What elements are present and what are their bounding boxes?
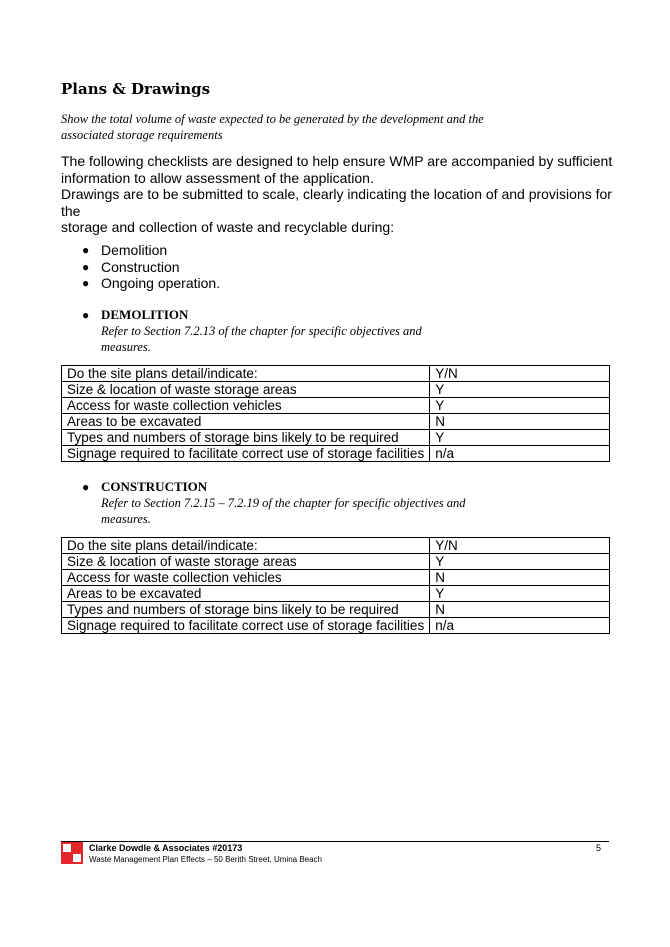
header-cell: Do the site plans detail/indicate:	[62, 366, 430, 382]
body-line: storage and collection of waste and recyclable during:	[61, 219, 395, 235]
list-item	[61, 275, 220, 292]
table-row	[62, 430, 610, 446]
item-cell: Size & location of waste storage areas	[62, 382, 430, 398]
answer-cell: n/a	[430, 618, 610, 634]
reference-line: Refer to Section 7.2.15 – 7.2.19 of the chapter for specific objectives and	[101, 496, 466, 510]
section-reference	[101, 323, 521, 355]
stage-list	[61, 242, 220, 292]
header-cell: Y/N	[430, 366, 610, 382]
item-cell: Size & location of waste storage areas	[62, 554, 430, 570]
header-cell: Do the site plans detail/indicate:	[62, 538, 430, 554]
table-row	[62, 602, 610, 618]
answer-cell: n/a	[430, 446, 610, 462]
item-cell: Signage required to facilitate correct use of storage facilities	[62, 618, 430, 634]
answer-cell: Y	[430, 554, 610, 570]
list-item	[61, 259, 220, 276]
list-item-label: Ongoing operation.	[101, 275, 221, 291]
item-cell: Access for waste collection vehicles	[62, 398, 430, 414]
answer-cell: N	[430, 414, 610, 430]
company-logo-icon	[61, 842, 83, 864]
list-item-label: Demolition	[101, 242, 168, 258]
list-item-label: Construction	[101, 258, 180, 275]
item-cell: Signage required to facilitate correct use of storage facilities	[62, 446, 430, 462]
bullet-icon: ●	[82, 480, 90, 494]
page-number: 5	[596, 843, 602, 853]
table-row	[62, 586, 610, 602]
body-line: The following checklists are designed to help ensure WMP are accompanied by sufficient	[61, 153, 613, 169]
body-paragraph	[61, 153, 613, 236]
table-row	[62, 446, 610, 462]
body-line: the	[61, 202, 81, 219]
bullet-icon: ●	[82, 259, 90, 274]
intro-line: associated storage requirements	[61, 128, 223, 142]
table-header-row	[62, 538, 610, 554]
table-row	[62, 398, 610, 414]
reference-line: Refer to Section 7.2.13 of the chapter for specific objectives and	[101, 324, 422, 338]
section-title: CONSTRUCTION	[101, 479, 208, 494]
body-line: Drawings are to be submitted to scale, clearly indicating the location of and provisions for	[61, 186, 612, 202]
construction-checklist-table	[61, 537, 610, 634]
reference-line: measures.	[101, 340, 151, 354]
answer-cell: Y	[430, 398, 610, 414]
footer-company: Clarke Dowdle & Associates #20173	[89, 843, 243, 853]
footer-divider	[61, 841, 609, 842]
list-item	[61, 242, 220, 259]
section-reference	[101, 495, 521, 527]
answer-cell: N	[430, 570, 610, 586]
item-cell: Types and numbers of storage bins likely to be required	[62, 430, 430, 446]
item-cell: Areas to be excavated	[62, 586, 430, 602]
table-header-row	[62, 366, 610, 382]
table-row	[62, 414, 610, 430]
reference-line: measures.	[101, 512, 151, 526]
table-row	[62, 382, 610, 398]
section-heading-row	[61, 479, 521, 495]
demolition-checklist-table	[61, 365, 610, 462]
intro-italic	[61, 111, 561, 143]
item-cell: Access for waste collection vehicles	[62, 570, 430, 586]
answer-cell: Y	[430, 430, 610, 446]
body-line: information to allow assessment of the application.	[61, 169, 374, 186]
item-cell: Types and numbers of storage bins likely to be required	[62, 602, 430, 618]
answer-cell: Y	[430, 586, 610, 602]
footer-subtitle: Waste Management Plan Effects – 50 Berith Street, Umina Beach	[89, 855, 323, 864]
answer-cell: Y	[430, 382, 610, 398]
bullet-icon: ●	[82, 308, 90, 322]
answer-cell: N	[430, 602, 610, 618]
table-row	[62, 618, 610, 634]
section-heading-row	[61, 307, 521, 323]
demolition-section	[61, 307, 521, 355]
header-cell: Y/N	[430, 538, 610, 554]
table-row	[62, 554, 610, 570]
section-title: DEMOLITION	[101, 307, 189, 322]
item-cell: Areas to be excavated	[62, 414, 430, 430]
bullet-icon: ●	[82, 276, 90, 290]
bullet-icon: ●	[82, 243, 90, 257]
table-row	[62, 570, 610, 586]
construction-section	[61, 479, 521, 527]
page-heading: Plans & Drawings	[61, 80, 211, 98]
intro-line: Show the total volume of waste expected to be generated by the development and the	[61, 112, 484, 126]
